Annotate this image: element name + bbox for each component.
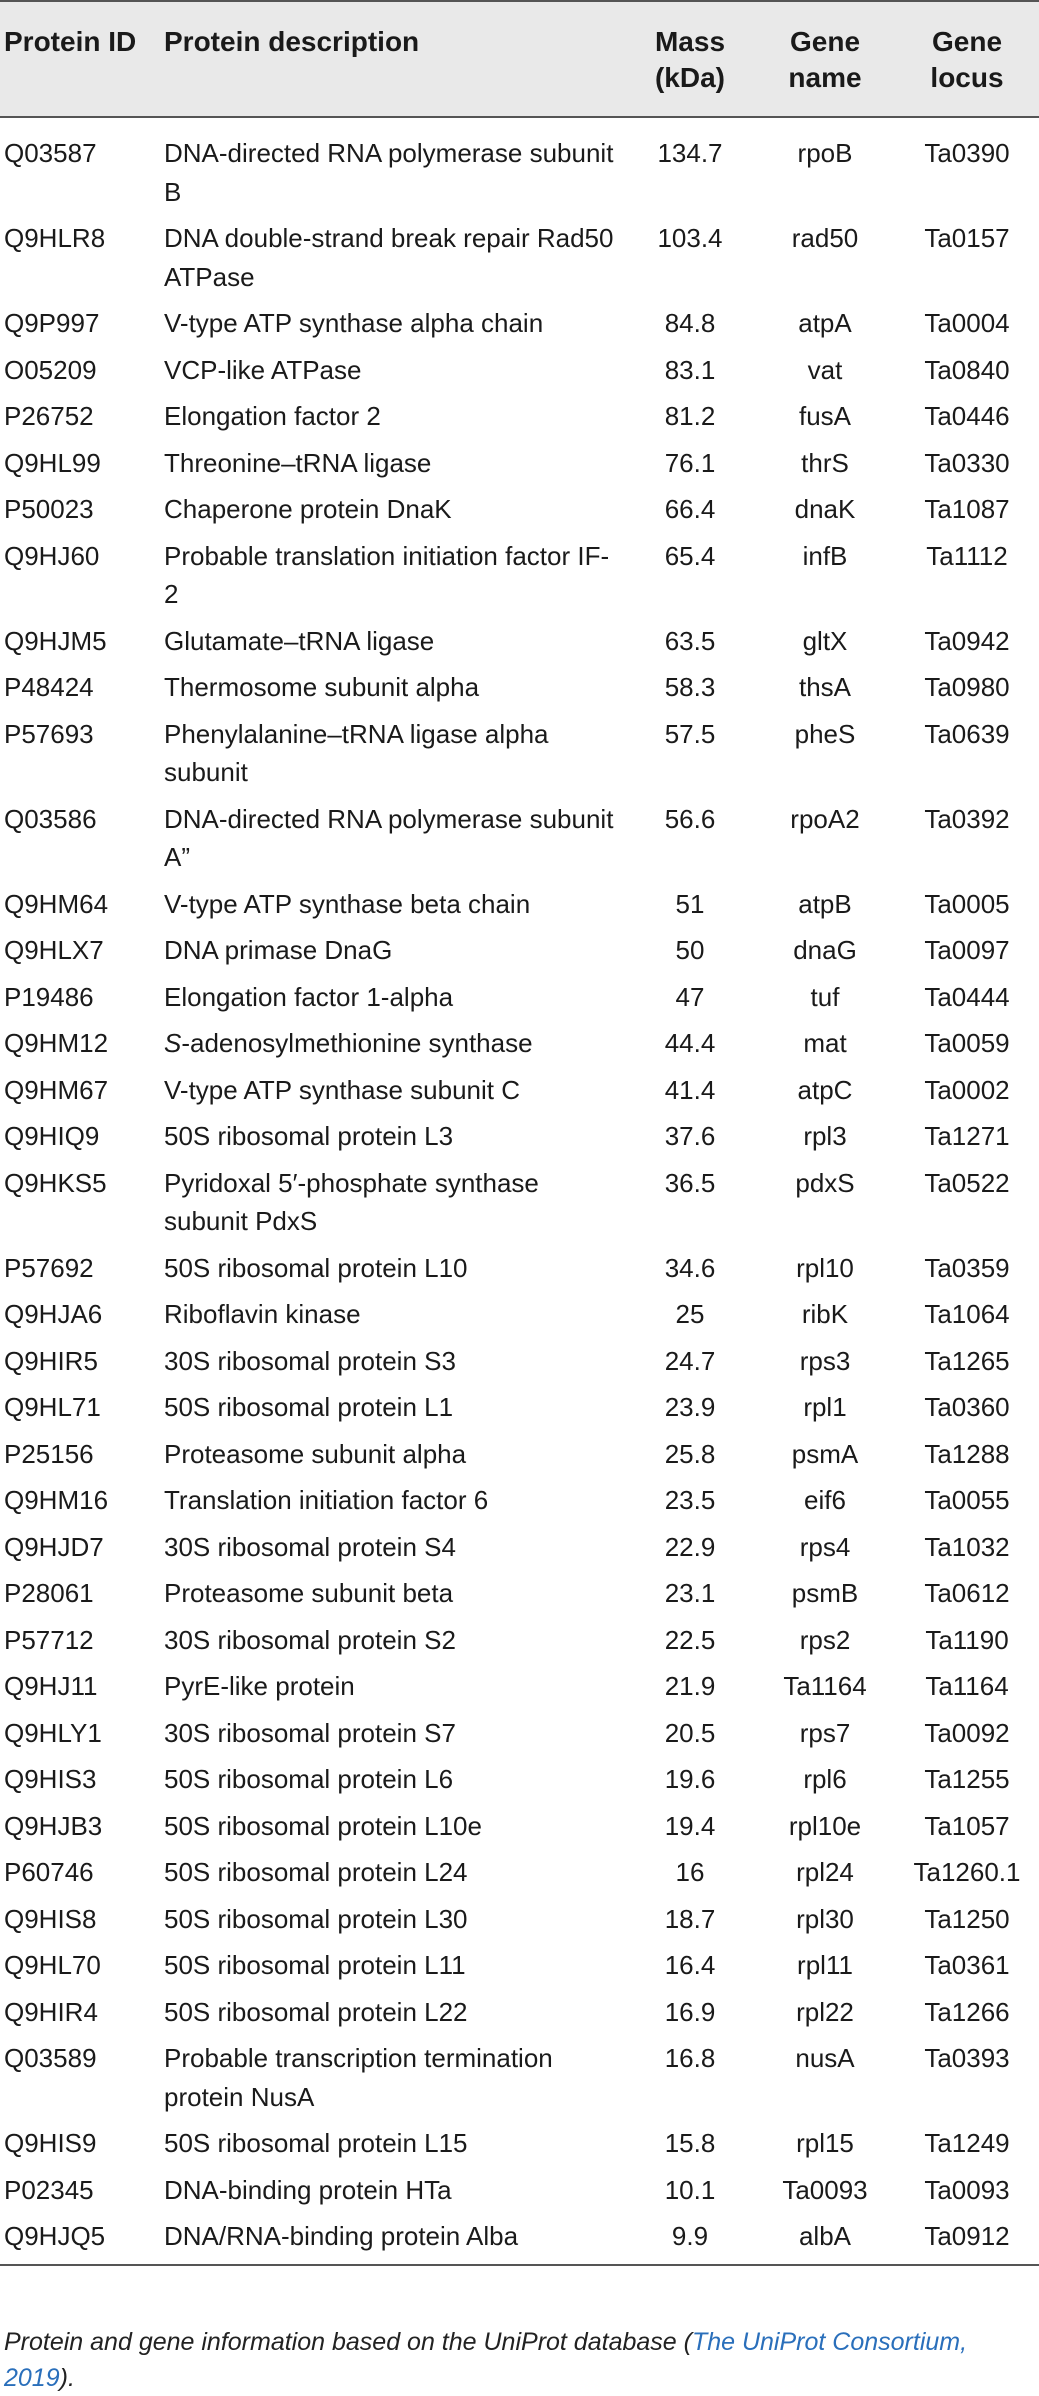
cell-mass: 83.1 <box>664 354 716 385</box>
cell-gene-name: rad50 <box>791 223 859 253</box>
cell-gene-name: atpA <box>798 308 852 338</box>
cell-gene-locus: Ta0639 <box>924 718 1010 749</box>
cell-gene-locus: Ta0157 <box>924 223 1010 253</box>
cell-protein-description: 50S ribosomal protein L10 <box>164 1252 468 1283</box>
cell-mass: 63.5 <box>664 625 716 656</box>
cell-protein-id: P26752 <box>4 401 94 431</box>
cell-gene-name: Ta1164 <box>783 1671 867 1701</box>
cell-protein-id: P19486 <box>4 981 94 1012</box>
cell-mass: 10.1 <box>664 2174 716 2205</box>
cell-gene-locus: Ta0942 <box>924 625 1010 656</box>
cell-mass: 20.5 <box>664 1717 716 1748</box>
cell-protein-description: Chaperone protein DnaK <box>164 494 452 524</box>
cell-gene-locus: Ta0393 <box>924 2043 1010 2073</box>
table-row <box>0 1802 1039 1849</box>
cell-gene-name: eif6 <box>804 1485 846 1515</box>
cell-gene-name: fusA <box>798 401 852 431</box>
cell-gene-locus: Ta0359 <box>924 1252 1010 1283</box>
cell-gene-name: rpl30 <box>796 1903 854 1934</box>
cell-protein-description: Probable transcription termination protein NusA <box>164 2043 553 2112</box>
cell-gene-name: rpl15 <box>796 2128 854 2158</box>
cell-mass: 56.6 <box>664 803 716 834</box>
header-protein-id: Protein ID <box>0 1 160 117</box>
cell-protein-id: P57693 <box>4 718 94 749</box>
cell-mass: 37.6 <box>664 1121 716 1151</box>
table-row <box>0 392 1039 439</box>
cell-protein-description: DNA-directed RNA polymerase subunit B <box>164 138 614 207</box>
cell-protein-description: Glutamate–tRNA ligase <box>164 625 435 656</box>
table-row <box>0 710 1039 795</box>
cell-protein-id: Q9HLR8 <box>4 223 106 253</box>
cell-mass: 24.7 <box>664 1345 716 1376</box>
cell-protein-id: P48424 <box>4 672 94 702</box>
cell-gene-locus: Ta0840 <box>924 354 1010 385</box>
table-row <box>0 485 1039 532</box>
table-row <box>0 1848 1039 1895</box>
table-row <box>0 1523 1039 1570</box>
cell-protein-id: P28061 <box>4 1578 94 1608</box>
cell-mass: 65.4 <box>664 540 716 571</box>
cell-protein-description: 50S ribosomal protein L22 <box>164 1996 468 2027</box>
cell-gene-name: psmB <box>791 1578 859 1608</box>
cell-protein-id: Q03587 <box>4 138 97 168</box>
table-row <box>0 1066 1039 1113</box>
footnote-text-end: ). <box>59 2364 75 2392</box>
cell-gene-name: pdxS <box>795 1167 855 1198</box>
table-row <box>0 926 1039 973</box>
table-row <box>0 1662 1039 1709</box>
cell-mass: 23.5 <box>664 1485 716 1515</box>
cell-protein-description: 30S ribosomal protein S7 <box>164 1717 456 1748</box>
cell-protein-description: VCP-like ATPase <box>164 354 362 385</box>
cell-mass: 66.4 <box>664 494 716 524</box>
table-row <box>0 973 1039 1020</box>
cell-protein-description: 50S ribosomal protein L30 <box>164 1903 468 1934</box>
cell-protein-description: 50S ribosomal protein L1 <box>164 1392 454 1422</box>
cell-gene-locus: Ta1260.1 <box>913 1857 1021 1887</box>
cell-protein-id: Q9HIS9 <box>4 2128 97 2158</box>
cell-protein-id: O05209 <box>4 354 97 385</box>
cell-protein-id: Q9HIS8 <box>4 1903 97 1934</box>
cell-gene-locus: Ta0390 <box>924 138 1010 168</box>
cell-gene-name: ribK <box>801 1299 849 1329</box>
cell-protein-description: Threonine–tRNA ligase <box>164 447 432 478</box>
cell-protein-id: Q9HIS3 <box>4 1764 97 1794</box>
cell-protein-id: Q9HIR4 <box>4 1996 98 2027</box>
cell-gene-locus: Ta1250 <box>924 1903 1010 1934</box>
cell-gene-locus: Ta1255 <box>924 1764 1010 1794</box>
cell-mass: 76.1 <box>664 447 716 478</box>
cell-gene-locus: Ta1288 <box>924 1438 1010 1469</box>
cell-protein-id: Q9HL99 <box>4 447 101 478</box>
cell-protein-id: Q9HIQ9 <box>4 1121 100 1151</box>
cell-gene-locus: Ta0446 <box>924 401 1010 431</box>
cell-protein-description: Elongation factor 1-alpha <box>164 981 454 1012</box>
table-row <box>0 1337 1039 1384</box>
cell-gene-locus: Ta0980 <box>924 672 1010 702</box>
cell-protein-id: Q9HJB3 <box>4 1810 103 1841</box>
table-row <box>0 1159 1039 1244</box>
cell-gene-locus: Ta0097 <box>924 935 1010 965</box>
cell-protein-description: V-type ATP synthase subunit C <box>164 1074 521 1105</box>
description-italic-prefix: S <box>164 1028 182 1058</box>
cell-gene-locus: Ta0092 <box>924 1717 1010 1748</box>
cell-gene-locus: Ta1190 <box>925 1624 1009 1655</box>
table-row <box>0 1569 1039 1616</box>
cell-gene-locus: Ta0004 <box>924 308 1010 338</box>
cell-gene-name: atpB <box>798 888 852 919</box>
table-row <box>0 2034 1039 2119</box>
cell-mass: 16.9 <box>664 1996 716 2027</box>
cell-protein-description: 50S ribosomal protein L15 <box>164 2128 468 2158</box>
cell-gene-locus: Ta1271 <box>924 1121 1010 1151</box>
cell-mass: 103.4 <box>657 223 723 253</box>
cell-protein-id: P57692 <box>4 1252 94 1283</box>
cell-protein-id: Q03589 <box>4 2043 97 2073</box>
cell-mass: 23.1 <box>664 1578 716 1608</box>
cell-protein-id: P02345 <box>4 2174 94 2205</box>
table-row <box>0 1895 1039 1942</box>
cell-protein-description: 50S ribosomal protein L11 <box>164 1950 466 1980</box>
cell-protein-description: Pyridoxal 5′-phosphate synthase subunit PdxS <box>164 1167 539 1236</box>
cell-mass: 134.7 <box>657 138 723 168</box>
cell-protein-description: Riboflavin kinase <box>164 1299 361 1329</box>
table-footnote <box>4 2324 1034 2396</box>
cell-gene-locus: Ta0059 <box>924 1028 1010 1058</box>
table-row <box>0 617 1039 664</box>
header-row <box>0 1 1039 117</box>
cell-mass: 84.8 <box>664 308 716 338</box>
cell-gene-name: tuf <box>810 981 840 1012</box>
cell-gene-locus: Ta1064 <box>924 1299 1010 1329</box>
cell-gene-locus: Ta0330 <box>924 447 1010 478</box>
table-row <box>0 1941 1039 1988</box>
cell-protein-description: 50S ribosomal protein L24 <box>164 1857 468 1887</box>
cell-gene-locus: Ta0522 <box>924 1167 1010 1198</box>
cell-protein-id: P60746 <box>4 1857 94 1887</box>
cell-protein-id: Q9HLY1 <box>4 1717 102 1748</box>
cell-gene-name: nusA <box>795 2043 855 2073</box>
header-mass: Mass (kDa) <box>625 1 755 117</box>
cell-gene-name: thrS <box>801 447 849 478</box>
cell-protein-id: Q9HJA6 <box>4 1299 103 1329</box>
cell-gene-name: Ta0093 <box>782 2174 868 2205</box>
cell-gene-locus: Ta0612 <box>924 1578 1010 1608</box>
table-row <box>0 2119 1039 2166</box>
cell-protein-description <box>160 1019 625 1066</box>
cell-protein-id: Q9HJM5 <box>4 625 107 656</box>
table-row <box>0 1476 1039 1523</box>
cell-protein-id: Q9HL70 <box>4 1950 101 1980</box>
table-row <box>0 1709 1039 1756</box>
cell-protein-id: Q9HM16 <box>4 1485 109 1515</box>
table-row <box>0 1383 1039 1430</box>
cell-protein-id: Q9P997 <box>4 308 100 338</box>
cell-mass: 25.8 <box>664 1438 716 1469</box>
cell-gene-locus: Ta1265 <box>924 1345 1010 1376</box>
cell-protein-description: 30S ribosomal protein S2 <box>164 1624 456 1655</box>
cell-protein-description: DNA-binding protein HTa <box>164 2174 452 2205</box>
cell-mass: 19.6 <box>664 1764 716 1794</box>
cell-protein-id: Q9HJD7 <box>4 1531 104 1562</box>
cell-gene-name: dnaK <box>794 494 856 524</box>
cell-protein-id: Q9HJ11 <box>4 1671 98 1701</box>
cell-gene-locus: Ta0444 <box>924 981 1010 1012</box>
cell-gene-locus: Ta1112 <box>926 540 1008 571</box>
cell-mass: 23.9 <box>664 1392 716 1422</box>
table-row <box>0 1244 1039 1291</box>
cell-mass: 22.9 <box>664 1531 716 1562</box>
cell-protein-description: V-type ATP synthase alpha chain <box>164 308 544 338</box>
cell-gene-name: rpl10 <box>796 1252 854 1283</box>
cell-protein-description: 50S ribosomal protein L10e <box>164 1810 482 1841</box>
table-header <box>0 1 1039 117</box>
cell-mass: 15.8 <box>664 2128 716 2158</box>
cell-protein-id: Q9HIR5 <box>4 1345 98 1376</box>
cell-gene-name: vat <box>807 354 843 385</box>
cell-gene-name: thsA <box>798 672 852 702</box>
cell-protein-description: DNA double-strand break repair Rad50 ATPase <box>164 223 614 292</box>
cell-protein-description: 50S ribosomal protein L3 <box>164 1121 454 1151</box>
cell-gene-locus: Ta1032 <box>924 1531 1010 1562</box>
cell-gene-name: rpoA2 <box>790 803 860 834</box>
cell-gene-name: rpl1 <box>803 1392 847 1422</box>
table-body <box>0 117 1039 2265</box>
cell-protein-description: V-type ATP synthase beta chain <box>164 888 531 919</box>
cell-mass: 51 <box>675 888 705 919</box>
cell-mass: 44.4 <box>664 1028 716 1058</box>
cell-gene-locus: Ta0005 <box>924 888 1010 919</box>
cell-gene-locus: Ta1266 <box>924 1996 1010 2027</box>
cell-gene-name: rpl10e <box>788 1810 862 1841</box>
cell-protein-description: 30S ribosomal protein S4 <box>164 1531 456 1562</box>
cell-mass: 25 <box>675 1299 705 1329</box>
cell-gene-name: rps4 <box>799 1531 851 1562</box>
cell-gene-locus: Ta1057 <box>924 1810 1010 1841</box>
cell-gene-locus: Ta1249 <box>924 2128 1010 2158</box>
cell-mass: 34.6 <box>664 1252 716 1283</box>
cell-gene-name: rpoB <box>797 138 853 168</box>
table-row <box>0 532 1039 617</box>
cell-protein-id: P50023 <box>4 494 94 524</box>
table-row <box>0 1290 1039 1337</box>
cell-gene-locus: Ta0002 <box>924 1074 1010 1105</box>
description-text: -adenosylmethionine synthase <box>181 1028 533 1058</box>
footnote-text: Protein and gene information based on the UniProt database ( <box>4 2328 692 2356</box>
citation-link[interactable]: The UniProt Consortium, 2019 <box>4 2328 968 2392</box>
table-row <box>0 214 1039 299</box>
cell-protein-id: Q9HJ60 <box>4 540 100 571</box>
cell-gene-name: mat <box>803 1028 847 1058</box>
cell-mass: 9.9 <box>625 2212 755 2265</box>
cell-protein-id: Q9HM12 <box>4 1028 109 1058</box>
cell-gene-name: rps7 <box>799 1717 851 1748</box>
cell-protein-description: DNA-directed RNA polymerase subunit A” <box>164 803 614 872</box>
cell-mass: 16.8 <box>664 2043 716 2073</box>
cell-protein-description: Elongation factor 2 <box>164 401 381 431</box>
cell-protein-description: PyrE-like protein <box>164 1671 355 1701</box>
cell-protein-id: Q9HL71 <box>4 1392 101 1422</box>
cell-mass: 22.5 <box>664 1624 716 1655</box>
cell-protein-description: 30S ribosomal protein S3 <box>164 1345 456 1376</box>
cell-protein-id: Q9HM67 <box>4 1074 109 1105</box>
cell-gene-locus: Ta0055 <box>924 1485 1010 1515</box>
table-row <box>0 2212 1039 2265</box>
cell-gene-locus: Ta0392 <box>924 803 1010 834</box>
cell-gene-name: rpl11 <box>797 1950 853 1980</box>
cell-mass: 81.2 <box>664 401 716 431</box>
table-row <box>0 1988 1039 2035</box>
cell-gene-name: rps3 <box>799 1345 851 1376</box>
table-row <box>0 1430 1039 1477</box>
cell-protein-id: P25156 <box>4 1438 94 1469</box>
cell-protein-id: Q03586 <box>4 803 97 834</box>
cell-protein-id: Q9HJQ5 <box>0 2212 160 2265</box>
table-row <box>0 880 1039 927</box>
cell-gene-locus: Ta0093 <box>924 2174 1010 2205</box>
cell-mass: 16 <box>675 1857 705 1887</box>
cell-gene-locus: Ta1164 <box>925 1671 1009 1701</box>
cell-gene-locus: Ta0912 <box>895 2212 1039 2265</box>
cell-gene-name: infB <box>802 540 848 571</box>
cell-mass: 41.4 <box>664 1074 716 1105</box>
header-gene-locus: Gene locus <box>895 1 1039 117</box>
table-row <box>0 117 1039 214</box>
table-row <box>0 795 1039 880</box>
table-row <box>0 663 1039 710</box>
cell-gene-name: pheS <box>794 718 856 749</box>
cell-protein-id: Q9HKS5 <box>4 1167 107 1198</box>
cell-gene-locus: Ta1087 <box>924 494 1010 524</box>
cell-gene-name: rpl24 <box>796 1857 854 1887</box>
table-row <box>0 346 1039 393</box>
cell-protein-description: Phenylalanine–tRNA ligase alpha subunit <box>164 718 549 787</box>
cell-protein-description: Thermosome subunit alpha <box>164 672 480 702</box>
cell-protein-description: DNA/RNA-binding protein Alba <box>160 2212 625 2265</box>
cell-gene-locus: Ta0361 <box>924 1950 1010 1980</box>
cell-gene-name: rps2 <box>799 1624 851 1655</box>
cell-gene-name: rpl22 <box>796 1996 854 2027</box>
table-row <box>0 2166 1039 2213</box>
cell-mass: 19.4 <box>664 1810 716 1841</box>
table-row <box>0 299 1039 346</box>
cell-mass: 47 <box>675 981 705 1012</box>
cell-gene-locus: Ta0360 <box>924 1392 1010 1422</box>
cell-gene-name: rpl3 <box>803 1121 847 1151</box>
cell-protein-id: Q9HM64 <box>4 888 109 919</box>
cell-gene-name: psmA <box>791 1438 859 1469</box>
cell-gene-name: albA <box>755 2212 895 2265</box>
cell-mass: 16.4 <box>664 1950 716 1980</box>
cell-gene-name: atpC <box>797 1074 853 1105</box>
cell-mass: 36.5 <box>664 1167 716 1198</box>
cell-protein-description: Proteasome subunit beta <box>164 1578 454 1608</box>
cell-protein-description: DNA primase DnaG <box>164 935 393 965</box>
table-row <box>0 1755 1039 1802</box>
cell-protein-id: Q9HLX7 <box>4 935 104 965</box>
header-gene-name: Gene name <box>755 1 895 117</box>
cell-protein-description: Proteasome subunit alpha <box>164 1438 467 1469</box>
cell-protein-id: P57712 <box>4 1624 94 1655</box>
table-row <box>0 1019 1039 1066</box>
cell-mass: 57.5 <box>664 718 716 749</box>
cell-gene-name: gltX <box>802 625 848 656</box>
cell-gene-name: rpl6 <box>803 1764 847 1794</box>
cell-mass: 21.9 <box>664 1671 716 1701</box>
cell-protein-description: Translation initiation factor 6 <box>164 1485 489 1515</box>
table-row <box>0 439 1039 486</box>
cell-protein-description: Probable translation initiation factor IF-2 <box>164 540 610 609</box>
cell-gene-name: dnaG <box>793 935 857 965</box>
cell-mass: 50 <box>675 935 705 965</box>
header-protein-description: Protein description <box>160 1 625 117</box>
cell-mass: 58.3 <box>664 672 716 702</box>
table-row <box>0 1616 1039 1663</box>
cell-protein-description: 50S ribosomal protein L6 <box>164 1764 454 1794</box>
table-row <box>0 1112 1039 1159</box>
cell-mass: 18.7 <box>664 1903 716 1934</box>
